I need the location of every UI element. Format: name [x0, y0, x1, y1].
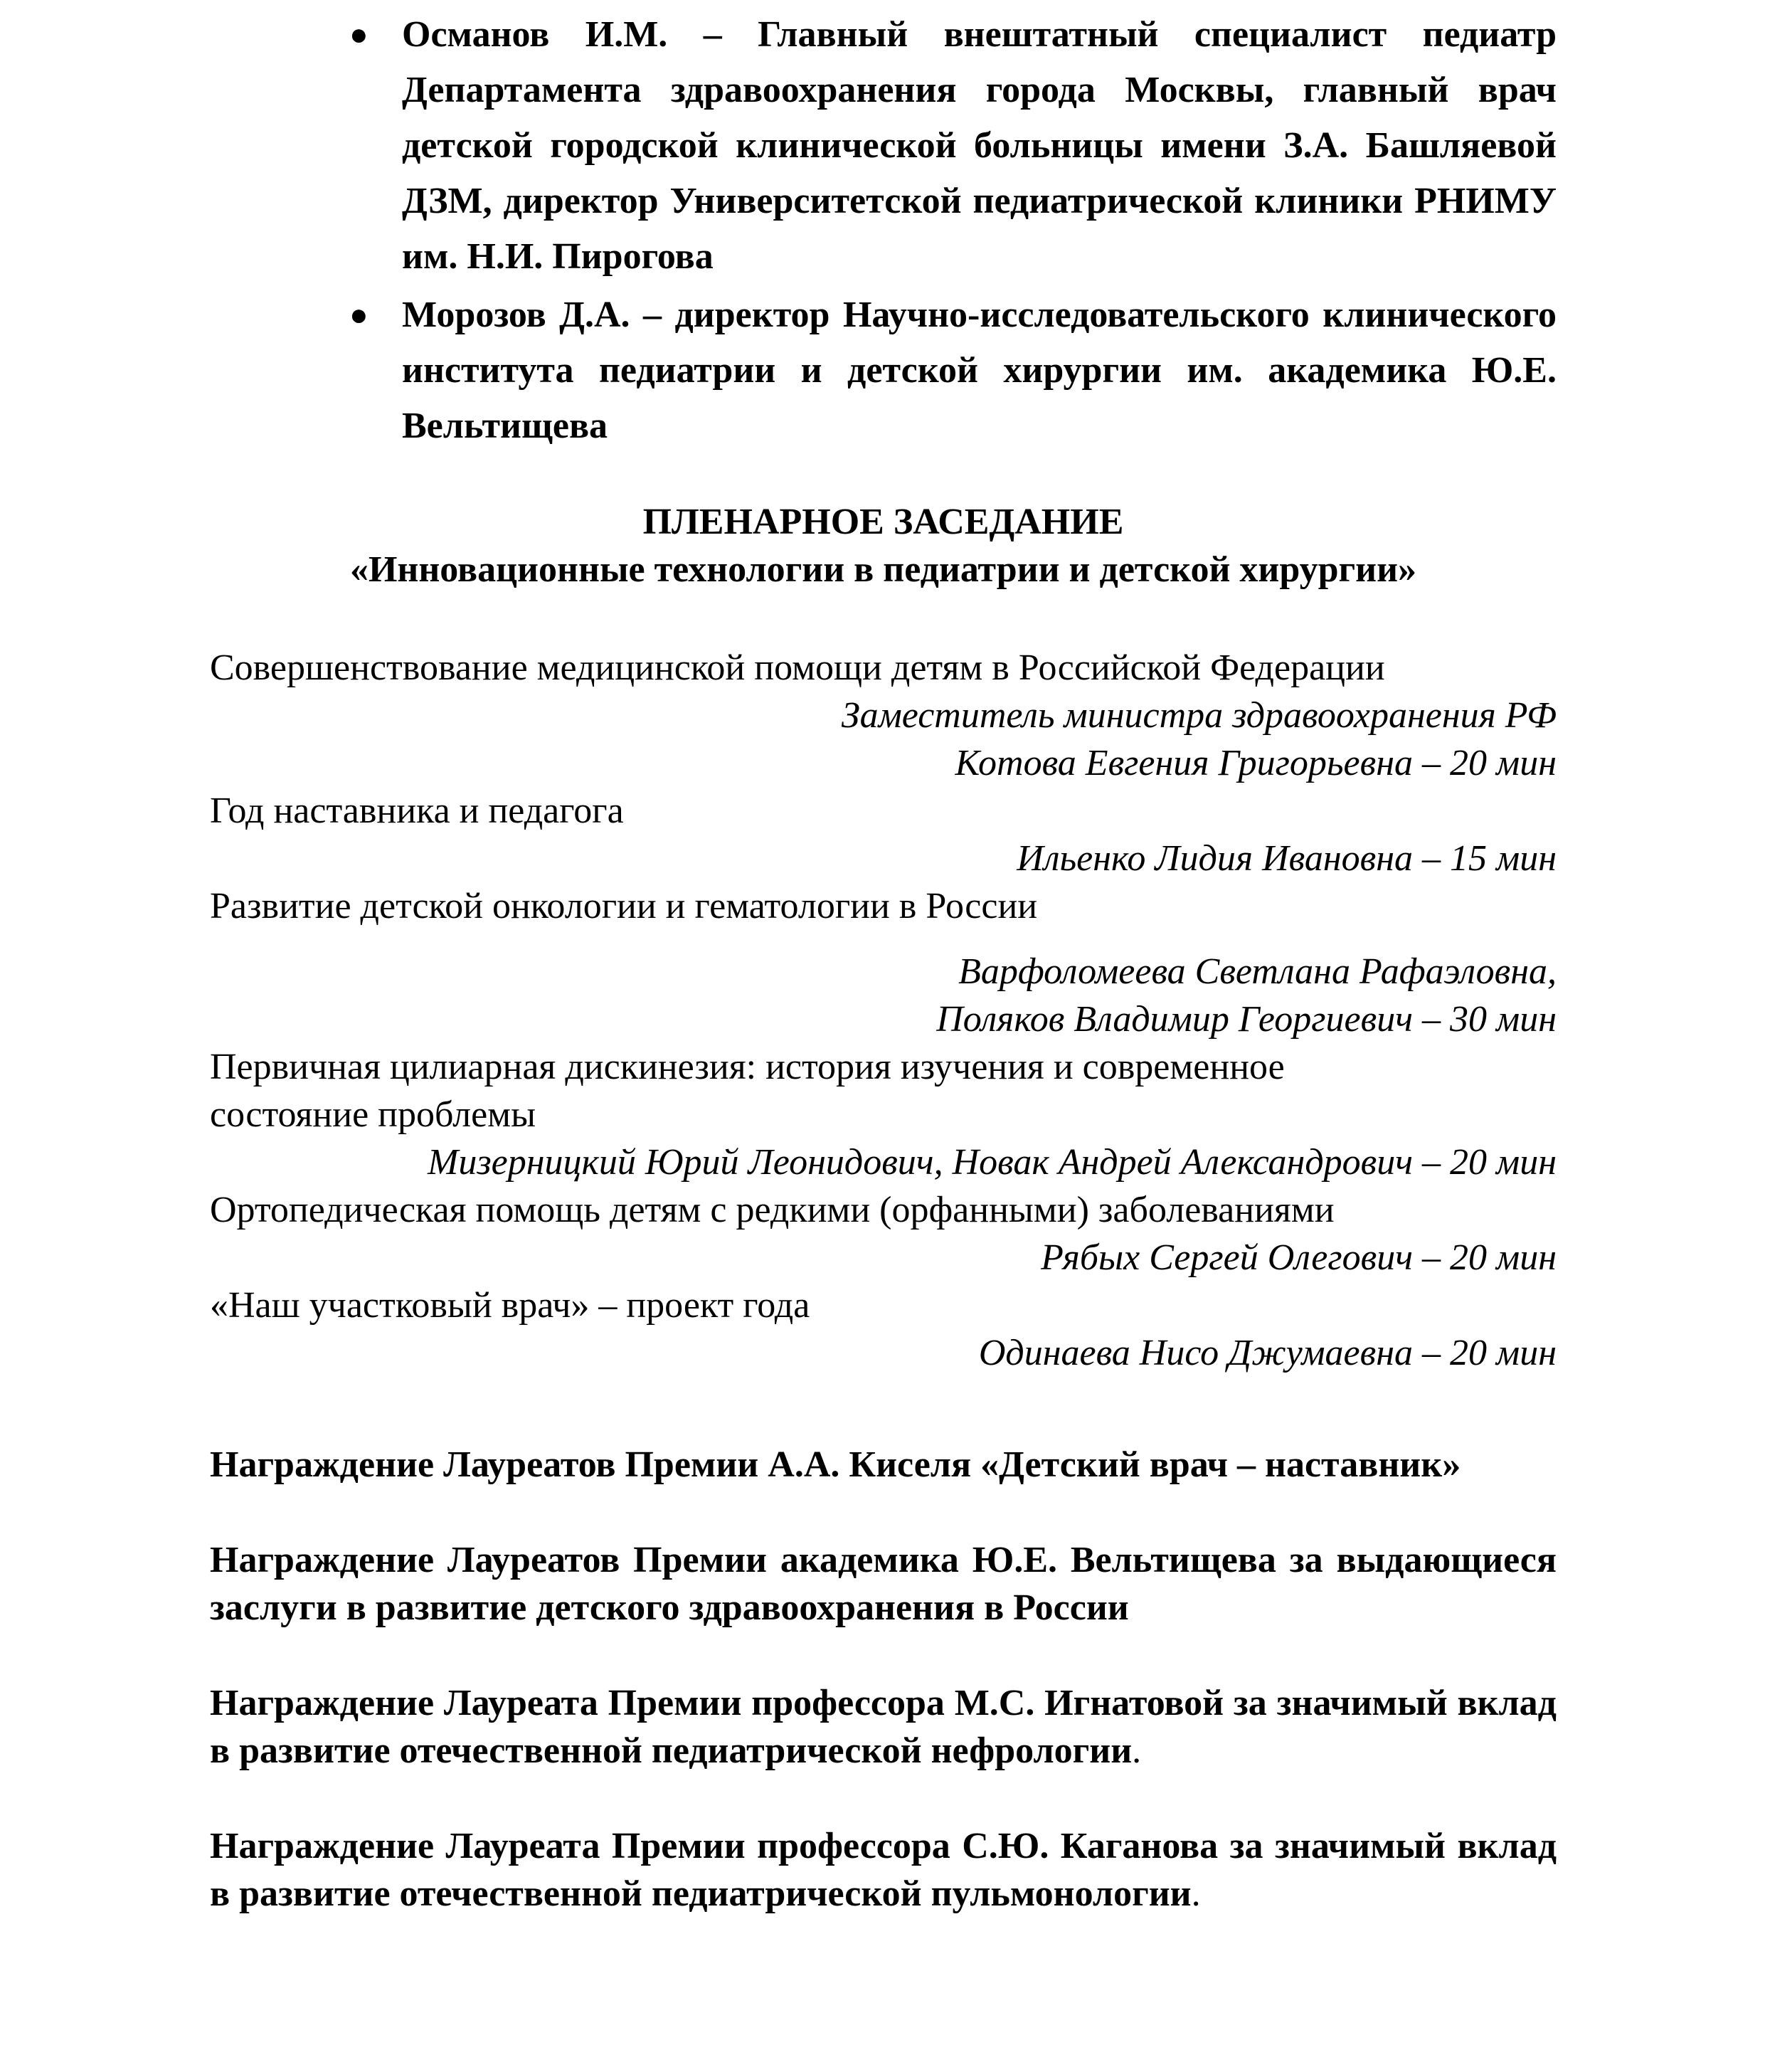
talk-title: состояние проблемы: [210, 1094, 536, 1135]
award-tail: .: [1191, 1873, 1201, 1914]
organizers-list: [349, 7, 1557, 457]
award-item: [210, 1536, 1557, 1632]
talk-title: «Наш участковый врач» – проект года: [210, 1285, 810, 1326]
talk-item: [210, 882, 1557, 1043]
spacer: [210, 930, 1557, 948]
plenary-subtitle: «Инновационные технологии в педиатрии и детской хирургии»: [349, 549, 1417, 590]
talk-speaker: Котова Евгения Григорьевна – 20 мин: [955, 743, 1557, 783]
organizer-text: Морозов Д.А. – директор Научно-исследовательского клинического института педиатрии и детской хирургии им. академика Ю.Е. Вельтищева: [402, 295, 1557, 446]
organizer-text: Османов И.М. – Главный внештатный специалист педиатр Департамента здравоохранения города Москвы, главный врач детской городской клинической больницы имени З.А. Башляевой ДЗМ, директор Университетской педиатрической клиники РНИМУ им. Н.И. Пирогова: [402, 14, 1557, 277]
plenary-heading: ПЛЕНАРНОЕ ЗАСЕДАНИЕ: [642, 502, 1124, 542]
plenary-header: [210, 498, 1557, 593]
award-tail: .: [1132, 1730, 1142, 1771]
bullet-icon: ●: [349, 297, 369, 332]
award-text: Награждение Лауреатов Премии академика Ю.Е. Вельтищева за выдающиеся заслуги в развитие детского здравоохранения в России: [210, 1540, 1557, 1628]
award-item: [210, 1441, 1557, 1489]
talk-speaker: Ильенко Лидия Ивановна – 15 мин: [1017, 838, 1557, 879]
award-item: [210, 1679, 1557, 1775]
talk-speaker: Мизерницкий Юрий Леонидович, Новак Андрей Александрович – 20 мин: [428, 1142, 1557, 1183]
organizer-item: [349, 7, 1557, 285]
talk-speaker: Варфоломеева Светлана Рафаэловна,: [958, 951, 1557, 992]
talk-item: [210, 644, 1557, 787]
talk-title: Год наставника и педагога: [210, 791, 624, 831]
award-text: Награждение Лауреатов Премии А.А. Киселя «Детский врач – наставник»: [210, 1444, 1461, 1485]
talk-item: [210, 1186, 1557, 1281]
talk-title: Первичная цилиарная дискинезия: история изучения и современное: [210, 1047, 1285, 1087]
talk-item: [210, 1043, 1557, 1186]
talk-title: Совершенствование медицинской помощи детям в Российской Федерации: [210, 648, 1385, 688]
award-text: Награждение Лауреата Премии профессора М.С. Игнатовой за значимый вклад в развитие отечественной педиатрической нефрологии: [210, 1683, 1557, 1771]
awards-list: [210, 1441, 1557, 1965]
talk-item: [210, 787, 1557, 882]
bullet-icon: ●: [349, 17, 369, 52]
organizer-item: [349, 287, 1557, 454]
talk-speaker: Заместитель министра здравоохранения РФ: [841, 695, 1557, 736]
talk-speaker: Рябых Сергей Олегович – 20 мин: [1041, 1237, 1557, 1278]
talk-title: Ортопедическая помощь детям с редкими (орфанными) заболеваниями: [210, 1190, 1335, 1230]
award-text: Награждение Лауреата Премии профессора С.Ю. Каганова за значимый вклад в развитие отечественной педиатрической пульмонологии: [210, 1826, 1557, 1914]
award-item: [210, 1822, 1557, 1918]
talk-speaker: Одинаева Нисо Джумаевна – 20 мин: [978, 1333, 1557, 1373]
talk-speaker: Поляков Владимир Георгиевич – 30 мин: [936, 999, 1557, 1040]
talk-title: Развитие детской онкологии и гематологии в России: [210, 886, 1038, 926]
talk-item: [210, 1281, 1557, 1377]
talks-list: [210, 644, 1557, 1377]
